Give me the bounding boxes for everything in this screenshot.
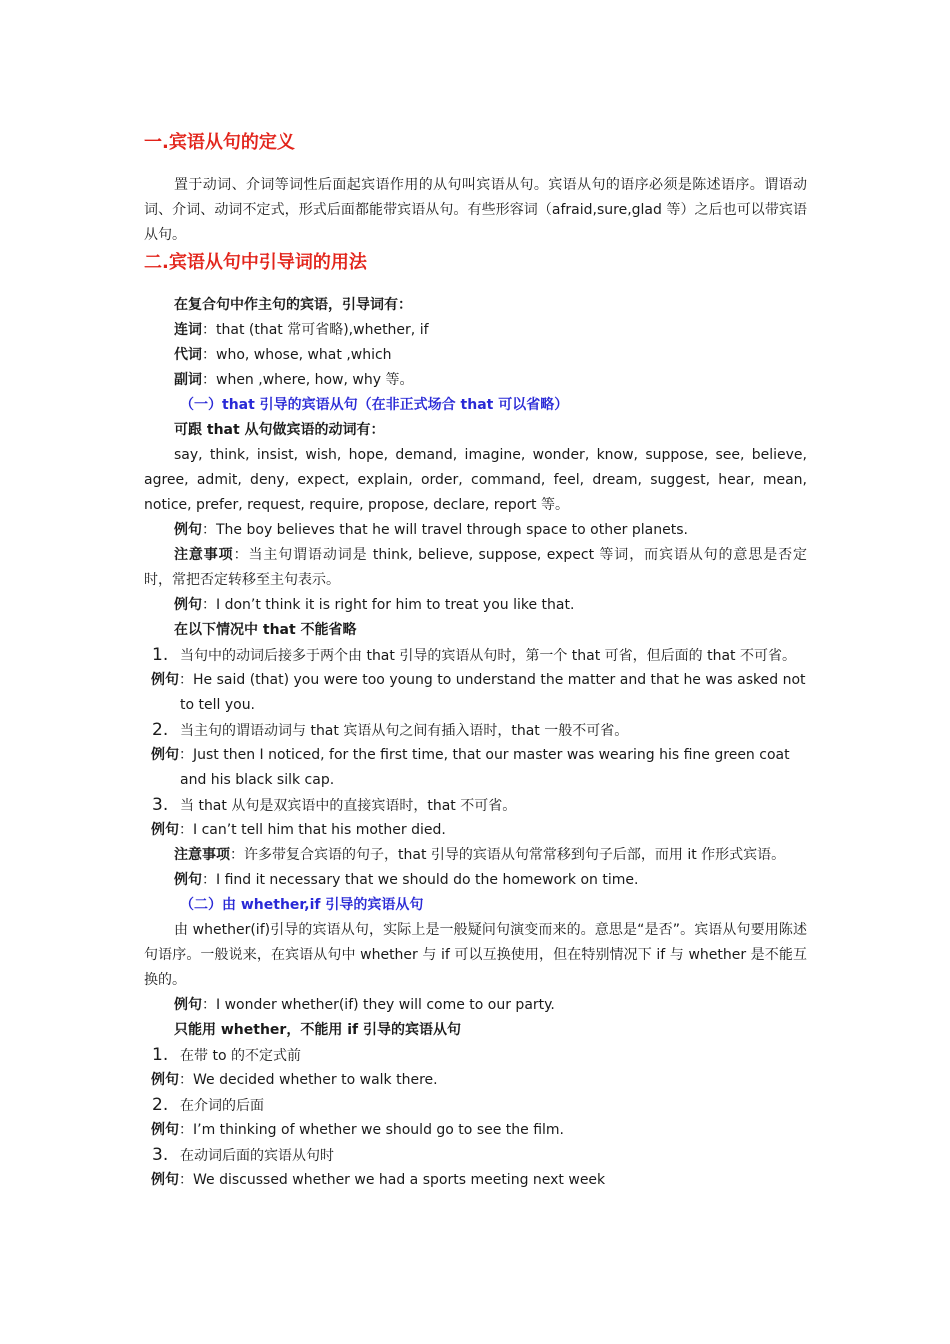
document-page (144, 128, 807, 1193)
verbs-heading: 可跟 that 从句做宾语的动词有： (174, 422, 385, 438)
case-2-example: 例句：Just then I noticed, for the first time, that our master was wearing his fine green coat and his black silk cap. (151, 747, 790, 788)
subheading-that: （一）that 引导的宾语从句（在非正式场合 that 可以省略） (180, 397, 569, 413)
note-1: 注意事项：当主句谓语动词是 think, believe, suppose, expect 等词，而宾语从句的意思是否定时，常把否定转移至主句表示。 (144, 547, 807, 588)
note-2: 注意事项：许多带复合宾语的句子，that 引导的宾语从句常常移到句子后部，而用 it 作形式宾语。 (174, 847, 786, 863)
case-1-example: 例句：He said (that) you were too young to understand the matter and that he was asked not to tell you. (151, 672, 806, 713)
whether-item-2: 2. 在介词的后面 (152, 1095, 264, 1115)
conjunction-line: 连词：that (that 常可省略),whether, if (174, 322, 429, 338)
definition-paragraph: 置于动词、介词等词性后面起宾语作用的从句叫宾语从句。宾语从句的语序必须是陈述语序。谓语动词、介词、动词不定式，形式后面都能带宾语从句。有些形容词（afraid,sure,glad 等）之后也可以带宾语从句。 (144, 177, 807, 243)
case-3-example: 例句：I can’t tell him that his mother died. (151, 822, 446, 838)
cannot-omit-heading: 在以下情况中 that 不能省略 (174, 622, 357, 638)
whether-item-1: 1. 在带 to 的不定式前 (152, 1045, 301, 1065)
adverb-line: 副词：when ,where, how, why 等。 (174, 372, 414, 388)
example-4: 例句：I wonder whether(if) they will come to our party. (174, 997, 555, 1013)
numbered-item-1: 1. 当句中的动词后接多于两个由 that 引导的宾语从句时，第一个 that 可省，但后面的 that 不可省。 (152, 645, 796, 665)
numbered-item-2: 2. 当主句的谓语动词与 that 宾语从句之间有插入语时，that 一般不可省。 (152, 720, 629, 740)
pronoun-line: 代词：who, whose, what ,which (174, 347, 392, 363)
whether-case-1-example: 例句：We decided whether to walk there. (151, 1072, 438, 1088)
whether-paragraph: 由 whether(if)引导的宾语从句，实际上是一般疑问句演变而来的。意思是“是否”。宾语从句要用陈述句语序。一般说来，在宾语从句中 whether 与 if 可以互换使用，但在特别情况下 if 与 whether 是不能互换的。 (144, 922, 807, 988)
verbs-list: say, think, insist, wish, hope, demand, imagine, wonder, know, suppose, see, believe, agree, admit, deny, expect, explain, order, command, feel, dream, suggest, hear, mean, notice, prefer, request, require, propose, declare, report 等。 (144, 447, 807, 513)
example-2: 例句：I don’t think it is right for him to treat you like that. (174, 597, 575, 613)
heading-usage: 二.宾语从句中引导词的用法 (144, 252, 367, 273)
heading-definition: 一.宾语从句的定义 (144, 132, 295, 153)
intro-line: 在复合句中作主句的宾语，引导词有： (174, 297, 412, 313)
example-1: 例句：The boy believes that he will travel through space to other planets. (174, 522, 688, 538)
whether-item-3: 3. 在动词后面的宾语从句时 (152, 1145, 334, 1165)
only-whether-heading: 只能用 whether，不能用 if 引导的宾语从句 (174, 1022, 461, 1038)
subheading-whether: （二）由 whether,if 引导的宾语从句 (180, 897, 424, 913)
example-3: 例句：I find it necessary that we should do the homework on time. (174, 872, 639, 888)
numbered-item-3: 3. 当 that 从句是双宾语中的直接宾语时，that 不可省。 (152, 795, 517, 815)
whether-case-3-example: 例句：We discussed whether we had a sports meeting next week (151, 1172, 606, 1188)
whether-case-2-example: 例句：I’m thinking of whether we should go to see the film. (151, 1122, 565, 1138)
